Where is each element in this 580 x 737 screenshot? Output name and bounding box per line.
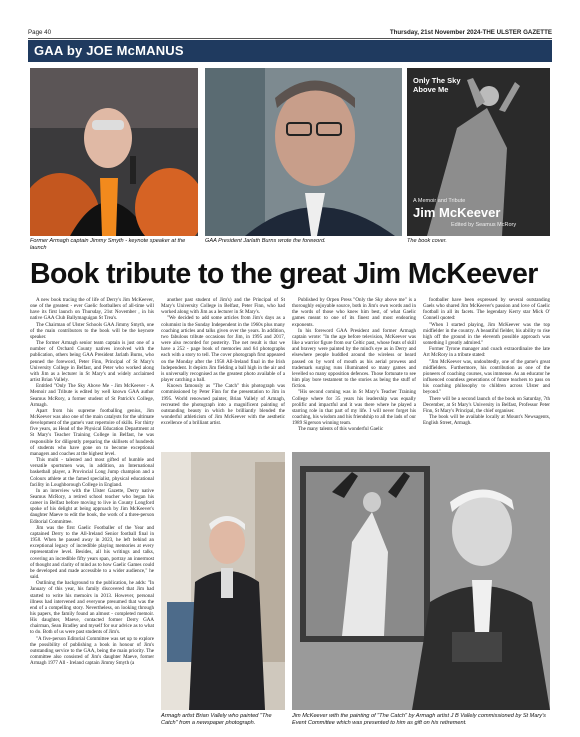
caption-photo1: Former Armagh captain Jimmy Smyth - keynote speaker at the launch	[30, 238, 186, 251]
paragraph: The former Armagh senior team captain is just one of a number of Orchard County natives involved with the publication, others being GAA President Jarlath Burns, who penned the foreword, Peter Finn, Principal of St Mary's University College in Belfast, and Peter who worked along with Jim as a lecturer in St Mary's and widely acclaimed artist Brian Vallely.	[30, 340, 154, 384]
cover-name: Jim McKeever	[413, 205, 501, 220]
header-rule	[28, 38, 552, 39]
paragraph: There will be a second launch of the book on Saturday, 7th December, at St Mary's University in Belfast, Professor Peter Finn, St Mary's Principal, the chief organiser.	[423, 395, 550, 414]
cover-editor: Edited by Seamus McRory	[451, 222, 517, 228]
paragraph: Jim was the first Gaelic Footballer of the Year and captained Derry to the All-Ireland Senior football final in 1958. When he passed away in 2023, he left behind an exceptional legacy of incredible playing memories at every representative level. Besides, all his writings and talks, covering an incredible fifty years span, portray an innermost of thought and clarity of mind as to how Gaelic Games could be developed and made accessible to a wider audience," he said.	[30, 524, 154, 581]
page-header	[28, 26, 552, 38]
photo-brian-vallely	[161, 452, 285, 710]
cover-subtitle: A Memoir and Tribute	[413, 198, 466, 204]
paragraph: This multi - talented and most gifted of humble and versatile sportsmen was, in addition, an International basketball player, a Provincial Long Jump champion and a Colours athlete at the famed specialist, physical educational facility in Loughborough College in England.	[30, 457, 154, 488]
caption-photo5: Jim McKeever with the painting of "The Catch" by Armagh artist J B Vallely commissioned by St Mary's Event Committee which was presented to him as gift on his retirement.	[292, 713, 546, 726]
paragraph: "Jim McKeever was, undoubtedly, one of the game's great midfielders. Furthermore, his contribution as one of the pioneers of coaching courses, was immense. As an educator he influenced countless generations of future teachers to pass on his coaching philosophy to children across Ulster and beyond."	[423, 358, 550, 396]
paragraph: "When I started playing, Jim McKeever was the top midfielder in the country. A beautiful fielder, his ability to rise high off the ground in the eleventh possible approach was something I greatly admired."	[423, 321, 550, 347]
caption-photo3: The book cover.	[407, 238, 447, 244]
paragraph: In his foreword GAA President and former Armagh captain wrote: "In the age before television, McKeever was like a warrior figure from our Celtic past, whose feats of skill and bravery were painted by the mind's eye as in Derry and elsewhere people huddled around the wireless or heard passed on by word of mouth as his aerial prowess and trademark surging runs illuminated so many games and levelled so many opposition defences. Those fortunate to see him play bore testament to the stories as being the stuff of fiction.	[292, 327, 416, 390]
paragraph: "A five-person Editorial Committee was set up to explore the possibility of publishing a book in honour of Jim's outstanding service to the GAA, being the main priority. The committee also consisted of Jim's daughter Maeve, former Armagh 1977 All - Ireland captain Jimmy Smyth (a	[30, 635, 154, 667]
paragraph: Known famously as "The Catch" this photograph was commissioned by Peter Finn for the presentation to Jim in 1995. World renowned painter, Brian Vallely of Armagh, recreated the photograph into a magnificent painting of outstanding beauty in which he brilliantly blended the wonderful athleticism of Jim McKeever with the aesthetic excellence of a brilliant artist.	[161, 383, 285, 427]
book-cover	[407, 68, 550, 236]
paragraph: A new book tracing the of life of Derry's Jim McKeever, one of the greatest - ever Gaelic footballers of all-time will have its first launch on Thursday, 21st November , in his native GAA Club Ballymaguigan St Trea's.	[30, 297, 154, 322]
paragraph: Former Tyrone manager and coach extraordinaire the late Art McRory in a tribute stated:	[423, 346, 550, 359]
caption-photo4: Armagh artist Brian Vallely who painted "The Catch" from a newspaper photograph.	[161, 713, 272, 726]
paragraph: Entitled "Only The Sky Above Me - Jim McKeever - A Memoir and Tribute is edited by well known GAA author Seamus McRory, a former student of St Patrick's College, Armagh.	[30, 383, 154, 408]
page-number: Page 40	[28, 28, 52, 36]
article-headline: Book tribute to the great Jim McKeever	[30, 258, 538, 290]
section-title: GAA by JOE McMANUS	[34, 43, 184, 58]
paragraph: Published by Orpen Press "Only the Sky above me" is a thoroughly enjoyable source, both in Jim's own words and in the words of those who knew him best, of what Gaelic games meant to one of its finest and most endearing exponents.	[292, 297, 416, 328]
paragraph: another past student of Jim's) and the Principal of St Mary's University College in Belfast, Peter Finn, who had worked along with Jim as a lecturer in St Mary's.	[161, 297, 285, 316]
caption-photo2: GAA President Jarlath Burns wrote the foreword.	[205, 238, 326, 244]
paragraph: "His second coming was in St Mary's Teacher Training College where for 35 years his leadership was equally prolific and impactful and it was there where he played a starring role in that part of my life. I will never forget his coaching, his wisdom and his friendship to all the lads of our 1989 Sigerson winning team.	[292, 389, 416, 427]
paragraph: The book will be available locally at Mount's Newsagents, English Street, Armagh.	[423, 413, 550, 427]
date-publication: Thursday, 21st November 2024-THE ULSTER GAZETTE	[389, 28, 552, 36]
cover-title-line1: Only The Sky	[413, 76, 461, 85]
paragraph: The Chairman of Ulster Schools GAA Jimmy Smyth, one of the main contributors to the book will be the keynote speaker.	[30, 321, 154, 340]
paragraph: Apart from his supreme footballing genius, Jim McKeever was also one of the main catalysts for the ultimate development of the game's vast repertoire of skills. For thirty five years, as Head of the Physical Education Department at St Mary's Teacher Training College in Belfast, he was responsible for diligently preparing the skillsets of hundreds of students who have gone on to become exceptional managers and coaches at the highest level.	[30, 407, 154, 457]
paragraph: footballer have been expressed by several outstanding Gaels who shared Jim McKeever's passion and love of Gaelic football in all its facets. The legendary Kerry star Mick O' Connell quoted:	[423, 297, 550, 322]
paragraph: In an interview with the Ulster Gazette, Derry native Seamus McRory, a retired school teacher who began his career in Belfast before moving to live in County Longford spoke of his delight at being approach by Jim McKeever's daughter Maeve to edit the book, the work of a three-person Editorial Committee.	[30, 487, 154, 525]
cover-title-line2: Above Me	[413, 85, 449, 94]
section-banner	[28, 40, 552, 62]
article-column-4	[423, 297, 550, 447]
article-column-3	[292, 297, 416, 447]
article-column-2	[161, 297, 285, 447]
photo-jimmy-smyth	[30, 68, 198, 236]
paragraph: The many talents of this wonderful Gaelic	[298, 426, 384, 433]
paragraph: "We decided to add some articles from Jim's days as a columnist in the Sunday Independent in the 1960s plus many coaching articles and talks given over the years. In addition, two fabulous tribute occasions for Jim, in 1995 and 2017, were also recorded for posterity. The net result is that we have a 252 - page book of memories and 64 photographs each with a story to tell. The cover photograph first appeared on the Monday after the 1958 All-Ireland final in the Irish Independent. It depicts Jim fielding a ball high in the air and is universally recognised as the greatest photo available of a player catching a ball.	[161, 315, 285, 384]
article-column-1	[30, 297, 154, 735]
photo-jim-mckeever-painting	[292, 452, 550, 710]
photo-jarlath-burns	[205, 68, 402, 236]
paragraph: Outlining the background to the publication, he adds: "In January of this year, his family discovered that Jim had started to write his memoirs in 2013. However, personal illness had intervened and everyone presumed that was the end of a compelling story. Nevertheless, on looking through his papers, the family found an almost - completed memoir. His daughter, Maeve, contacted former Derry GAA chairman, Sean Bradley and myself for our advice as to what to do. Both of us were past students of Jim's.	[30, 580, 154, 636]
